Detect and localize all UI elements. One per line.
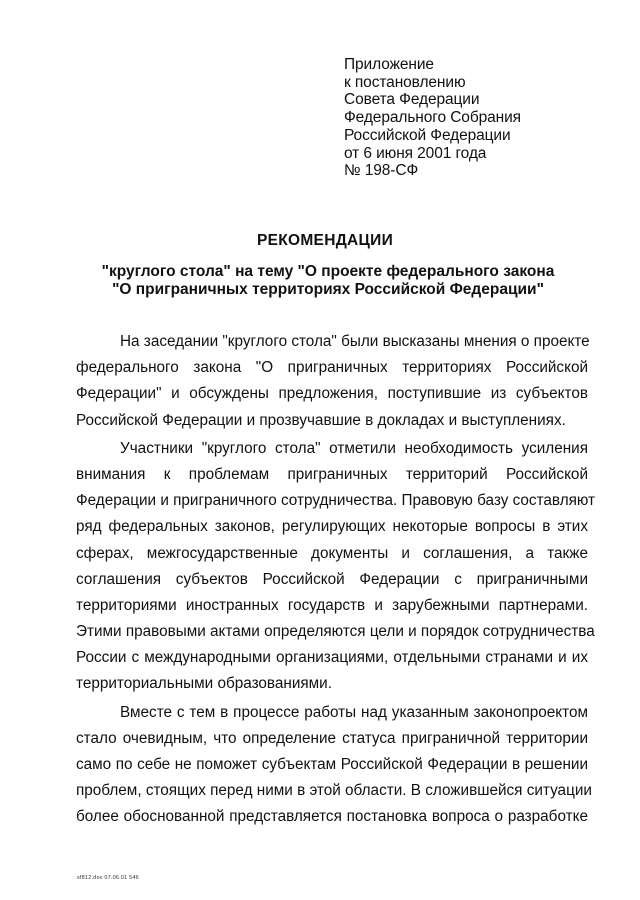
file-footer: sf812.doc 07.06.01 546 [77,875,139,881]
body-line: проблем, стоящих перед ними в этой области. В сложившейся ситуации [76,782,592,800]
subtitle-line: "круглого стола" на тему "О проекте федерального закона [101,263,555,280]
body-line: Федерации и приграничного сотрудничества. Правовую базу составляют [76,492,596,510]
body-line: внимания к проблемам приграничных территорий Российской [76,465,588,483]
appendix-line: Приложение [344,56,434,73]
body-line: ряд федеральных законов, регулирующих некоторые вопросы в этих [76,518,588,536]
body-line: территориями иностранных государств и зарубежными партнерами. [76,596,588,614]
document-body [76,329,596,831]
appendix-block [344,56,521,180]
body-line: России с международными организациями, отдельными странами и их [76,649,588,667]
appendix-line: Федерального Собрания [344,109,521,127]
appendix-line: к постановлению [344,73,466,91]
document-title: РЕКОМЕНДАЦИИ [256,232,394,249]
body-line: Участники "круглого стола" отметили необходимость усиления [120,439,588,457]
body-line: стало очевидным, что определение статуса приграничной территории [76,729,588,747]
body-line: Российской Федерации и прозвучавшие в докладах и выступлениях. [76,411,566,429]
appendix-line: Совета Федерации [344,91,480,109]
body-line: На заседании "круглого стола" были высказаны мнения о проекте [120,333,590,350]
body-line: территориальными образованиями. [76,675,332,693]
body-paragraph [76,436,596,698]
body-line: сферах, межгосударственные документы и соглашения, а также [76,544,588,562]
body-line: Федерации" и обсуждены предложения, поступившие из субъектов [76,385,588,403]
body-paragraph [76,700,592,831]
body-line: Вместе с тем в процессе работы над указанным законопроектом [120,703,588,721]
body-line: федерального закона "О приграничных территориях Российской [76,359,588,377]
body-line: более обоснованной представляется постановка вопроса о разработке [76,808,588,826]
appendix-line: № 198-СФ [344,162,419,180]
body-line: Этими правовыми актами определяются цели и порядок сотрудничества [76,623,595,641]
body-line: само по себе не поможет субъектам Российской Федерации в решении [76,756,588,773]
subtitle-line: "О приграничных территориях Российской Федерации" [112,281,544,298]
body-line: соглашения субъектов Российской Федерации с приграничными [76,570,588,588]
appendix-line: от 6 июня 2001 года [344,144,487,162]
appendix-line: Российской Федерации [344,126,511,144]
body-paragraph [76,329,588,434]
document-subtitle [0,263,640,299]
